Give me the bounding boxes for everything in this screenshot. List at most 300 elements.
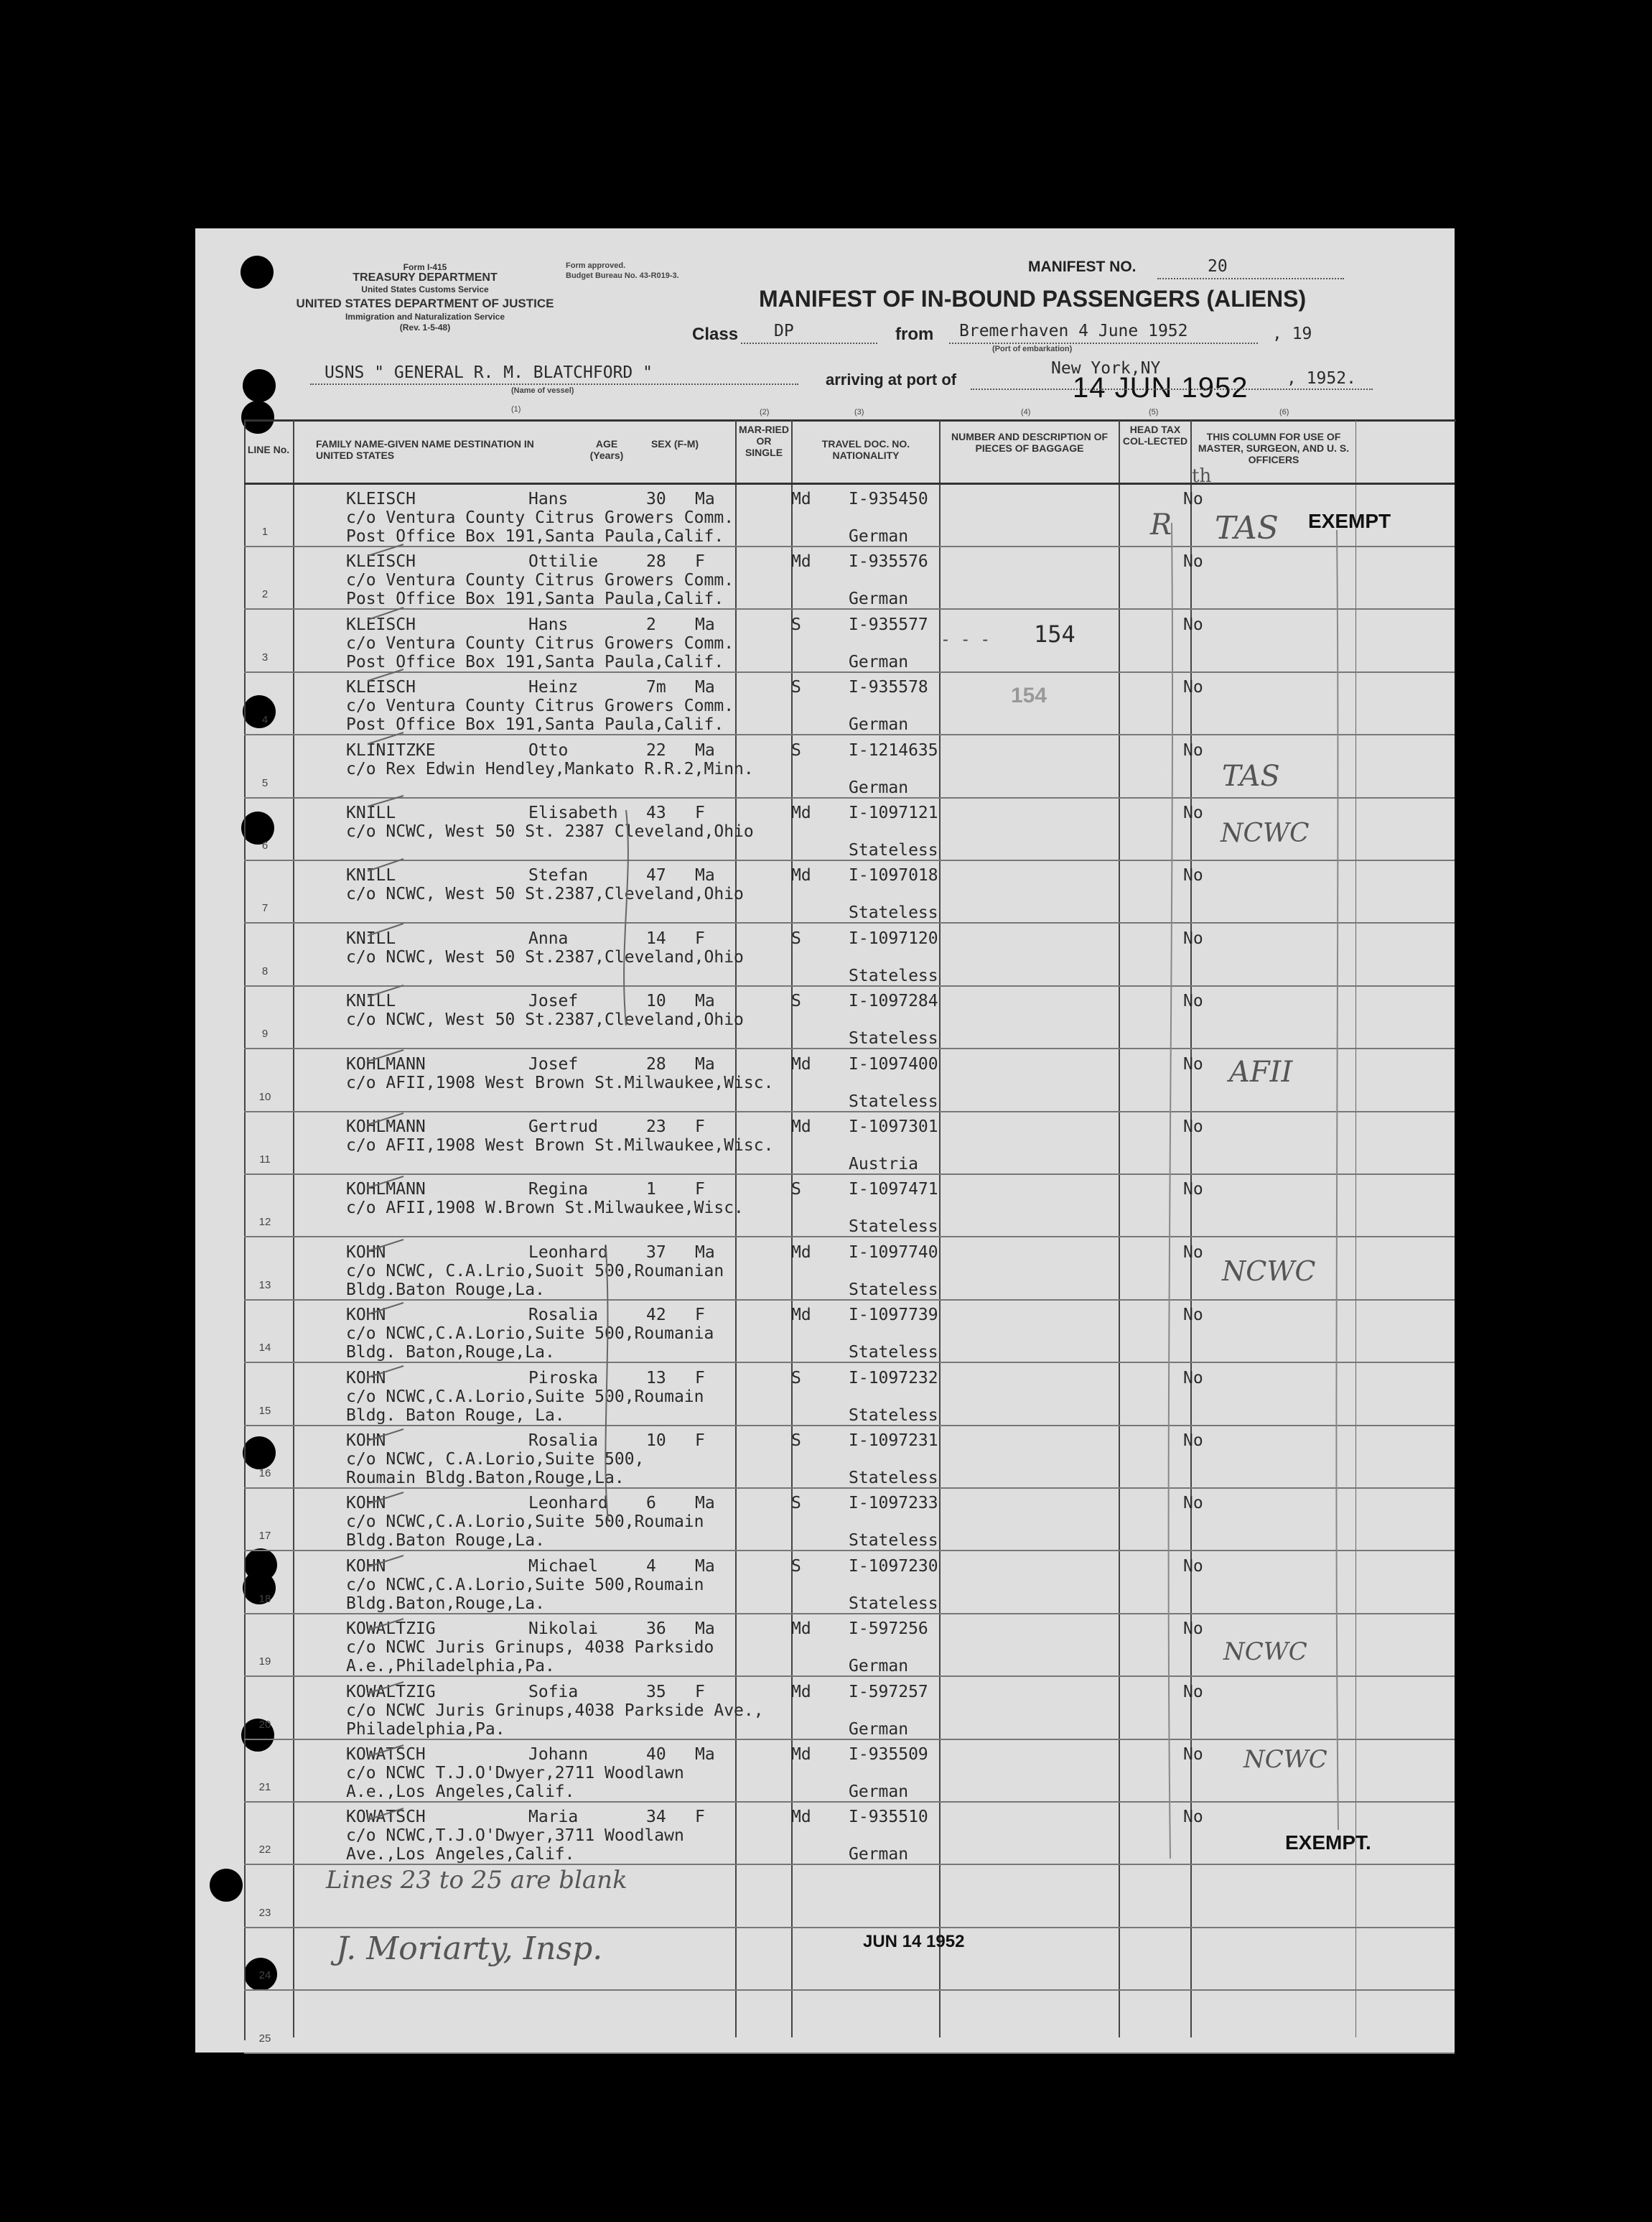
- travel-doc-no: I-1097120: [849, 929, 938, 948]
- table-row: [244, 1112, 1455, 1175]
- destination-line-1: c/o NCWC, West 50 St.2387,Cleveland,Ohio: [346, 885, 744, 904]
- line-number: 9: [261, 1028, 269, 1041]
- nationality: German: [849, 1845, 909, 1864]
- handwritten-ncwc: NCWC: [1222, 1255, 1316, 1287]
- destination-line-2: Post Office Box 191,Santa Paula,Calif.: [346, 590, 724, 609]
- age: 1: [646, 1180, 656, 1199]
- form-number: Form I-415: [403, 262, 447, 272]
- baggage-dash: - - -: [941, 631, 991, 649]
- destination-line-1: c/o NCWC,C.A.Lorio,Suite 500,Roumain: [346, 1387, 704, 1406]
- baggage-stamp: 154: [1011, 684, 1047, 707]
- colnum-3: (3): [854, 408, 864, 417]
- given-name: Stefan: [528, 866, 589, 885]
- table-row: [244, 1175, 1455, 1237]
- travel-doc-no: I-1097018: [849, 866, 938, 885]
- table-row: [244, 1301, 1455, 1363]
- sex: F: [695, 1180, 705, 1199]
- nationality: Stateless: [849, 1029, 938, 1049]
- marital-status: Md: [791, 552, 811, 572]
- sex: Ma: [695, 1242, 715, 1262]
- family-name: KOHN: [346, 1306, 386, 1325]
- marital-status: Md: [791, 1306, 811, 1325]
- head-tax: No: [1183, 1745, 1203, 1764]
- travel-doc-no: I-935510: [849, 1808, 928, 1827]
- given-name: Regina: [528, 1180, 589, 1199]
- family-name: KOHN: [346, 1368, 386, 1387]
- age: 6: [646, 1494, 656, 1513]
- head-tax: No: [1183, 1682, 1203, 1701]
- travel-doc-no: I-1097400: [849, 1054, 938, 1074]
- manifest-title: MANIFEST OF IN-BOUND PASSENGERS (ALIENS): [759, 286, 1307, 312]
- table-row: [244, 610, 1455, 673]
- from-line: [949, 342, 1258, 344]
- destination-line-1: c/o NCWC, C.A.Lrio,Suoit 500,Roumanian: [346, 1261, 724, 1280]
- marital-status: S: [791, 740, 801, 760]
- marital-status: S: [791, 992, 801, 1011]
- marital-status: S: [791, 615, 801, 634]
- treasury-dept: TREASURY DEPARTMENT: [353, 271, 498, 284]
- nationality: Stateless: [849, 1343, 938, 1362]
- nationality: Stateless: [849, 1405, 938, 1425]
- destination-line-2: Post Office Box 191,Santa Paula,Calif.: [346, 527, 724, 546]
- travel-doc-no: I-1097740: [849, 1242, 938, 1262]
- arriving-line: [971, 388, 1373, 390]
- punch-hole: [241, 256, 274, 289]
- age: 10: [646, 992, 666, 1011]
- col-head-name: FAMILY NAME-GIVEN NAME DESTINATION IN UNITED STATES: [316, 438, 534, 461]
- marital-status: Md: [791, 490, 811, 508]
- line-number: 20: [258, 1718, 271, 1731]
- class-line: [741, 342, 877, 344]
- given-name: Rosalia: [528, 1306, 598, 1325]
- nationality: Stateless: [849, 841, 938, 860]
- sex: Ma: [695, 1556, 715, 1576]
- given-name: Elisabeth: [528, 804, 618, 822]
- travel-doc-no: I-935578: [849, 678, 928, 697]
- nationality: Stateless: [849, 1469, 938, 1487]
- head-tax: No: [1183, 678, 1203, 697]
- col-head-sex: SEX (F-M): [650, 438, 699, 450]
- nationality: German: [849, 652, 909, 671]
- manifest-sheet: [195, 228, 1455, 2053]
- destination-line-1: c/o Ventura County Citrus Growers Comm.: [346, 697, 734, 716]
- sex: F: [695, 1117, 705, 1136]
- vessel-line: [310, 383, 798, 385]
- line-number: 16: [258, 1467, 271, 1479]
- head-tax: No: [1183, 615, 1203, 634]
- age: 37: [646, 1242, 666, 1262]
- destination-line-1: c/o NCWC, West 50 St. 2387 Cleveland,Ohio: [346, 822, 754, 841]
- sex: F: [695, 1682, 705, 1701]
- marital-status: Md: [791, 1054, 811, 1074]
- head-tax: No: [1183, 1494, 1203, 1513]
- sex: Ma: [695, 866, 715, 885]
- from-label: from: [895, 325, 934, 344]
- marital-status: Md: [791, 804, 811, 822]
- vessel-colnum: (1): [511, 405, 521, 414]
- baggage-total: 154: [1034, 620, 1075, 648]
- nationality: Stateless: [849, 966, 938, 985]
- handwritten-ncwc: NCWC: [1223, 1637, 1307, 1666]
- form-revision: (Rev. 1-5-48): [399, 322, 451, 333]
- line-number: 7: [261, 902, 269, 915]
- age: 22: [646, 740, 666, 760]
- head-tax: No: [1183, 804, 1203, 822]
- age: 10: [646, 1431, 666, 1450]
- nationality: Stateless: [849, 903, 938, 923]
- row-rule: [244, 2053, 1455, 2054]
- col-head-baggage: NUMBER AND DESCRIPTION OF PIECES OF BAGGAGE: [951, 431, 1109, 454]
- destination-line-1: c/o NCWC,C.A.Lorio,Suite 500,Roumania: [346, 1324, 714, 1344]
- line-number: 10: [258, 1090, 271, 1103]
- given-name: Sofia: [528, 1682, 579, 1701]
- age: 4: [646, 1556, 656, 1576]
- table-row: [244, 1364, 1455, 1426]
- line-number: 8: [261, 964, 269, 977]
- destination-line-2: Bldg.Baton,Rouge,La.: [346, 1594, 545, 1613]
- family-name: KNILL: [346, 929, 396, 948]
- family-name: KOHLMANN: [346, 1117, 426, 1136]
- head-tax: No: [1183, 1306, 1203, 1325]
- destination-line-1: c/o NCWC, West 50 St.2387,Cleveland,Ohio: [346, 947, 744, 967]
- destination-line-2: Post Office Box 191,Santa Paula,Calif.: [346, 652, 724, 671]
- head-tax: No: [1183, 1556, 1203, 1576]
- age: 35: [646, 1682, 666, 1701]
- arriving-label: arriving at port of: [826, 371, 957, 389]
- destination-line-2: A.e.,Los Angeles,Calif.: [346, 1782, 575, 1801]
- exempt-stamp: EXEMPT: [1308, 510, 1391, 532]
- marital-status: Md: [791, 1117, 811, 1136]
- sex: Ma: [695, 1619, 715, 1639]
- nationality: Stateless: [849, 1217, 938, 1237]
- head-tax: No: [1183, 1808, 1203, 1827]
- destination-line-1: c/o NCWC,C.A.Lorio,Suite 500,Roumain: [346, 1575, 704, 1594]
- line-number: 12: [258, 1216, 271, 1229]
- destination-line-1: c/o Ventura County Citrus Growers Comm.: [346, 571, 734, 590]
- manifest-no-line: [1157, 277, 1344, 279]
- age: 23: [646, 1117, 666, 1136]
- table-row: [244, 1426, 1455, 1489]
- inspector-signature: J. Moriarty, Insp.: [336, 1930, 603, 1967]
- travel-doc-no: I-597257: [849, 1682, 928, 1701]
- nationality: German: [849, 1719, 909, 1739]
- age: 14: [646, 929, 666, 948]
- colnum-2: (2): [760, 408, 770, 417]
- nationality: German: [849, 1782, 909, 1801]
- marital-status: S: [791, 1431, 801, 1450]
- destination-line-2: Ave.,Los Angeles,Calif.: [346, 1845, 575, 1864]
- given-name: Hans: [528, 490, 569, 508]
- col-head-married: MAR-RIED OR SINGLE: [739, 424, 789, 458]
- travel-doc-no: I-597256: [849, 1619, 928, 1639]
- nationality: German: [849, 715, 909, 735]
- sex: Ma: [695, 1745, 715, 1764]
- travel-doc-no: I-935450: [849, 490, 928, 508]
- destination-line-1: c/o NCWC T.J.O'Dwyer,2711 Woodlawn: [346, 1764, 684, 1782]
- table-row: [244, 547, 1455, 610]
- line-number: 13: [258, 1278, 271, 1291]
- given-name: Ottilie: [528, 552, 598, 572]
- line-number: 4: [261, 714, 269, 727]
- manifest-no-label: MANIFEST NO.: [1028, 259, 1137, 275]
- travel-doc-no: I-1097232: [849, 1368, 938, 1387]
- destination-line-1: c/o NCWC, C.A.Lorio,Suite 500,: [346, 1450, 645, 1469]
- year-suffix: , 19: [1272, 325, 1312, 343]
- line-number: 15: [258, 1404, 271, 1417]
- vessel-caption: (Name of vessel): [511, 386, 574, 395]
- age: 28: [646, 552, 666, 572]
- nationality: German: [849, 778, 909, 797]
- handwritten-tas: TAS: [1222, 760, 1280, 793]
- marital-status: Md: [791, 1745, 811, 1764]
- table-row: [244, 1489, 1455, 1551]
- col-head-travel: TRAVEL DOC. NO. NATIONALITY: [821, 438, 910, 461]
- head-tax: No: [1183, 866, 1203, 885]
- sex: Ma: [695, 1054, 715, 1074]
- colnum-5: (5): [1149, 408, 1159, 417]
- given-name: Rosalia: [528, 1431, 598, 1450]
- family-name: KOHLMANN: [346, 1054, 426, 1074]
- head-tax: No: [1183, 1368, 1203, 1387]
- travel-doc-no: I-1097284: [849, 992, 938, 1011]
- destination-line-1: c/o Rex Edwin Hendley,Mankato R.R.2,Minn.: [346, 759, 754, 778]
- destination-line-2: Post Office Box 191,Santa Paula,Calif.: [346, 715, 724, 735]
- destination-line-1: c/o NCWC, West 50 St.2387,Cleveland,Ohio: [346, 1010, 744, 1030]
- marital-status: Md: [791, 1682, 811, 1701]
- nationality: German: [849, 1657, 909, 1676]
- family-name: KNILL: [346, 866, 396, 885]
- customs-service: United States Customs Service: [361, 284, 489, 294]
- travel-doc-no: I-1097739: [849, 1306, 938, 1325]
- family-name: KLEISCH: [346, 678, 416, 697]
- age: 42: [646, 1306, 666, 1325]
- handwritten-r: R: [1150, 508, 1172, 541]
- age: 30: [646, 490, 666, 508]
- marital-status: S: [791, 1494, 801, 1513]
- table-row: [244, 1991, 1455, 2054]
- table-row: [244, 1803, 1455, 1865]
- age: 36: [646, 1619, 666, 1639]
- given-name: Leonhard: [528, 1494, 608, 1513]
- line-number: 6: [261, 840, 269, 852]
- travel-doc-no: I-1097301: [849, 1117, 938, 1136]
- marital-status: S: [791, 1368, 801, 1387]
- travel-doc-no: I-1214635: [849, 740, 938, 760]
- class-label: Class: [692, 325, 739, 344]
- head-tax: No: [1183, 740, 1203, 760]
- family-name: KLEISCH: [346, 552, 416, 572]
- sex: Ma: [695, 1494, 715, 1513]
- from-value: Bremerhaven 4 June 1952: [959, 322, 1188, 340]
- marital-status: Md: [791, 1808, 811, 1827]
- destination-line-2: A.e.,Philadelphia,Pa.: [346, 1657, 555, 1676]
- nationality: Stateless: [849, 1531, 938, 1551]
- nationality: German: [849, 527, 909, 546]
- marital-status: Md: [791, 866, 811, 885]
- family-name: KLINITZKE: [346, 740, 436, 760]
- col-head-tax: HEAD TAX COL-LECTED: [1122, 424, 1188, 447]
- family-name: KNILL: [346, 804, 396, 822]
- age: 13: [646, 1368, 666, 1387]
- family-name: KOHLMANN: [346, 1180, 426, 1199]
- sex: F: [695, 1808, 705, 1827]
- destination-line-1: c/o NCWC,C.A.Lorio,Suite 500,Roumain: [346, 1512, 704, 1532]
- sex: F: [695, 552, 705, 572]
- head-tax: No: [1183, 1117, 1203, 1136]
- punch-hole: [210, 1869, 243, 1902]
- family-name: KOHN: [346, 1556, 386, 1576]
- ins-service: Immigration and Naturalization Service: [345, 312, 505, 322]
- sex: Ma: [695, 740, 715, 760]
- head-tax: No: [1183, 1242, 1203, 1262]
- destination-line-1: c/o AFII,1908 W.Brown St.Milwaukee,Wisc.: [346, 1199, 744, 1218]
- line-number: 18: [258, 1592, 271, 1605]
- given-name: Anna: [528, 929, 569, 948]
- destination-line-1: c/o NCWC Juris Grinups,4038 Parkside Ave.,: [346, 1701, 764, 1720]
- head-tax: No: [1183, 1619, 1203, 1639]
- form-approved: Form approved.: [566, 261, 626, 270]
- sex: F: [695, 1368, 705, 1387]
- sex: Ma: [695, 490, 715, 508]
- line-number: 2: [261, 588, 269, 601]
- destination-line-1: c/o AFII,1908 West Brown St.Milwaukee,Wisc.: [346, 1136, 774, 1155]
- marital-status: Md: [791, 1619, 811, 1639]
- destination-line-1: c/o NCWC Juris Grinups, 4038 Parksido: [346, 1638, 714, 1658]
- destination-line-1: c/o AFII,1908 West Brown St.Milwaukee,Wisc.: [346, 1073, 774, 1092]
- age: 7m: [646, 678, 666, 697]
- family-name: KLEISCH: [346, 615, 416, 634]
- nationality: Austria: [849, 1155, 918, 1173]
- travel-doc-no: I-1097231: [849, 1431, 938, 1450]
- age: 47: [646, 866, 666, 885]
- family-name: KOWALTZIG: [346, 1619, 436, 1639]
- given-name: Maria: [528, 1808, 579, 1827]
- manifest-no: 20: [1208, 257, 1228, 276]
- line-number: 1: [261, 526, 269, 538]
- marital-status: S: [791, 678, 801, 697]
- vessel-name: USNS " GENERAL R. M. BLATCHFORD ": [325, 363, 653, 382]
- line-number: 3: [261, 651, 269, 664]
- travel-doc-no: I-1097233: [849, 1494, 938, 1513]
- family-name: KOHN: [346, 1242, 386, 1262]
- sex: F: [695, 1306, 705, 1325]
- travel-doc-no: I-1097121: [849, 804, 938, 822]
- sex: F: [695, 804, 705, 822]
- head-tax: No: [1183, 992, 1203, 1011]
- age: 43: [646, 804, 666, 822]
- travel-doc-no: I-1097230: [849, 1556, 938, 1576]
- given-name: Josef: [528, 1054, 579, 1074]
- line-number: 14: [258, 1342, 271, 1354]
- given-name: Nikolai: [528, 1619, 598, 1639]
- destination-line-2: Philadelphia,Pa.: [346, 1719, 505, 1739]
- line-number: 11: [259, 1153, 271, 1166]
- head-tax: No: [1183, 552, 1203, 572]
- destination-line-1: c/o Ventura County Citrus Growers Comm.: [346, 508, 734, 527]
- travel-doc-no: I-1097471: [849, 1180, 938, 1199]
- given-name: Michael: [528, 1556, 598, 1576]
- destination-line-2: Roumain Bldg.Baton,Rouge,La.: [346, 1469, 625, 1487]
- table-row: [244, 1552, 1455, 1614]
- justice-dept: UNITED STATES DEPARTMENT OF JUSTICE: [296, 297, 554, 310]
- age: 34: [646, 1808, 666, 1827]
- destination-line-2: Bldg.Baton Rouge,La.: [346, 1280, 545, 1299]
- handwritten-afii: AFII: [1229, 1056, 1293, 1089]
- marital-status: S: [791, 929, 801, 948]
- line-number: 19: [258, 1655, 271, 1668]
- handwritten-ncwc: NCWC: [1243, 1745, 1327, 1774]
- arrival-date-stamp: 14 JUN 1952: [1073, 372, 1249, 404]
- destination-line-1: c/o NCWC,T.J.O'Dwyer,3711 Woodlawn: [346, 1826, 684, 1846]
- family-name: KOWALTZIG: [346, 1682, 436, 1701]
- line-number: 23: [258, 1906, 271, 1919]
- date-stamp: JUN 14 1952: [863, 1932, 965, 1951]
- family-name: KOWATSCH: [346, 1745, 426, 1764]
- colnum-4: (4): [1021, 408, 1031, 417]
- marital-status: S: [791, 1180, 801, 1199]
- arrival-year: , 1952.: [1287, 369, 1356, 388]
- sex: Ma: [695, 992, 715, 1011]
- col-head-age: AGE (Years): [589, 438, 624, 461]
- handwritten-ncwc: NCWC: [1221, 819, 1310, 848]
- port-caption: (Port of embarkation): [992, 345, 1073, 353]
- given-name: Gertrud: [528, 1117, 598, 1136]
- head-tax: No: [1183, 929, 1203, 948]
- handwritten-th: th: [1192, 465, 1212, 487]
- family-name: KLEISCH: [346, 490, 416, 508]
- travel-doc-no: I-935576: [849, 552, 928, 572]
- line-number: 21: [258, 1781, 271, 1793]
- family-name: KOHN: [346, 1494, 386, 1513]
- given-name: Josef: [528, 992, 579, 1011]
- marital-status: S: [791, 1556, 801, 1576]
- class-value: DP: [774, 322, 794, 340]
- nationality: Stateless: [849, 1280, 938, 1299]
- given-name: Johann: [528, 1745, 589, 1764]
- punch-hole: [243, 369, 276, 402]
- given-name: Otto: [528, 740, 569, 760]
- line-number: 22: [258, 1844, 271, 1856]
- travel-doc-no: I-935509: [849, 1745, 928, 1764]
- age: 40: [646, 1745, 666, 1764]
- given-name: Leonhard: [528, 1242, 608, 1262]
- colnum-6: (6): [1279, 408, 1289, 417]
- family-name: KNILL: [346, 992, 396, 1011]
- given-name: Heinz: [528, 678, 579, 697]
- table-row: [244, 861, 1455, 924]
- travel-doc-no: I-935577: [849, 615, 928, 634]
- arriving-port: New York,NY: [1051, 359, 1161, 378]
- marital-status: Md: [791, 1242, 811, 1262]
- age: 2: [646, 615, 656, 634]
- age: 28: [646, 1054, 666, 1074]
- family-name: KOHN: [346, 1431, 386, 1450]
- sex: Ma: [695, 678, 715, 697]
- nationality: German: [849, 590, 909, 609]
- destination-line-1: c/o Ventura County Citrus Growers Comm.: [346, 633, 734, 653]
- nationality: Stateless: [849, 1594, 938, 1613]
- head-tax: No: [1183, 1054, 1203, 1074]
- given-name: Hans: [528, 615, 569, 634]
- col-head-line: LINE No.: [247, 444, 290, 455]
- exempt-stamp-bottom: EXEMPT.: [1285, 1831, 1371, 1854]
- col-head-officers: THIS COLUMN FOR USE OF MASTER, SURGEON, AND U. S. OFFICERS: [1198, 431, 1350, 465]
- handwritten-tas: TAS: [1215, 510, 1279, 547]
- head-tax: No: [1183, 1431, 1203, 1450]
- line-number: 5: [261, 776, 269, 789]
- head-tax: No: [1183, 490, 1203, 508]
- table-row: [244, 987, 1455, 1049]
